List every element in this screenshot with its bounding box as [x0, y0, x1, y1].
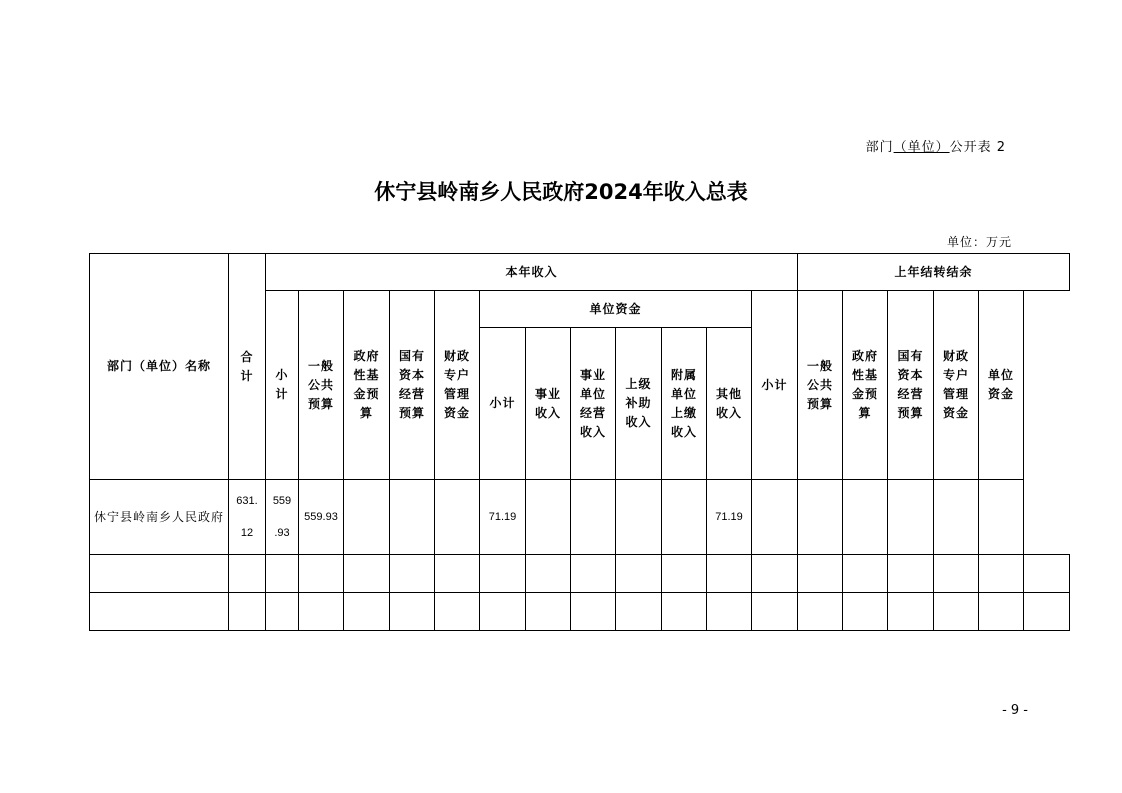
row-co-subtotal: [752, 480, 798, 555]
row-total-part2: 12: [240, 527, 254, 539]
row-co-gov-fund-budget: [843, 480, 888, 555]
row-co-general-budget: [798, 480, 843, 555]
row-uf-affiliated-income: [662, 480, 707, 555]
header-cur-gov-fund-budget: 政府性基金预算: [344, 291, 390, 480]
header-co-subtotal: 小计: [752, 291, 798, 480]
header-carryover: 上年结转结余: [798, 254, 1070, 291]
row-total: [229, 480, 266, 555]
row-subtotal-part2: .93: [274, 527, 290, 539]
row-subtotal-part1: 559: [272, 495, 292, 507]
row-cur-state-capital-budget: [390, 480, 435, 555]
row-co-unit-funds: [979, 480, 1024, 555]
header-current-year-income: 本年收入: [266, 254, 798, 291]
row-uf-superior-subsidy: [616, 480, 662, 555]
header-uf-other-income: 其他收入: [707, 328, 752, 480]
row-uf-operation-income: [571, 480, 616, 555]
row-uf-other-income: 71.19: [707, 480, 752, 555]
header-cur-special-account-funds: 财政专户管理资金: [435, 291, 480, 480]
row-dept-name: 休宁县岭南乡人民政府: [90, 480, 229, 555]
row-co-state-capital-budget: [888, 480, 934, 555]
header-row-1: [90, 254, 1070, 291]
header-uf-business-income: 事业收入: [526, 328, 571, 480]
row-cur-special-account-funds: [435, 480, 480, 555]
header-uf-affiliated-income: 附属单位上缴收入: [662, 328, 707, 480]
header-cur-subtotal: 小计: [266, 291, 299, 480]
row-uf-business-income: [526, 480, 571, 555]
unit-label: 单位：万元: [946, 235, 1012, 249]
table-label-prefix: 部门: [865, 140, 894, 155]
header-unit-funds: 单位资金: [480, 291, 752, 328]
row-cur-gov-fund-budget: [344, 480, 390, 555]
header-total: 合计: [229, 254, 266, 480]
header-co-general-budget: 一般公共预算: [798, 291, 843, 480]
page-title: 休宁县岭南乡人民政府2024年收入总表: [374, 180, 748, 204]
header-co-special-account-funds: 财政专户管理资金: [934, 291, 979, 480]
table-label-unit: （单位）: [893, 140, 950, 155]
table-row: [90, 480, 1070, 555]
header-uf-operation-income: 事业单位经营收入: [571, 328, 616, 480]
page-number: - 9 -: [1002, 703, 1028, 718]
income-summary-table: [89, 253, 1070, 631]
row-total-part1: 631.: [236, 495, 258, 507]
header-dept-name: 部门（单位）名称: [90, 254, 229, 480]
row-cur-general-budget: 559.93: [299, 480, 344, 555]
table-label-suffix: 公开表 2: [949, 140, 1006, 155]
row-cur-subtotal: [266, 480, 299, 555]
header-uf-superior-subsidy: 上级补助收入: [616, 328, 662, 480]
header-co-unit-funds: 单位资金: [979, 291, 1024, 480]
table-label: [866, 136, 1006, 155]
header-co-state-capital-budget: 国有资本经营预算: [888, 291, 934, 480]
header-uf-subtotal: 小计: [480, 328, 526, 480]
row-uf-subtotal: 71.19: [480, 480, 526, 555]
header-cur-general-budget: 一般公共预算: [299, 291, 344, 480]
row-co-special-account-funds: [934, 480, 979, 555]
table-row-empty: [90, 555, 1070, 593]
header-cur-state-capital-budget: 国有资本经营预算: [390, 291, 435, 480]
table-row-empty: [90, 593, 1070, 631]
header-co-gov-fund-budget: 政府性基金预算: [843, 291, 888, 480]
